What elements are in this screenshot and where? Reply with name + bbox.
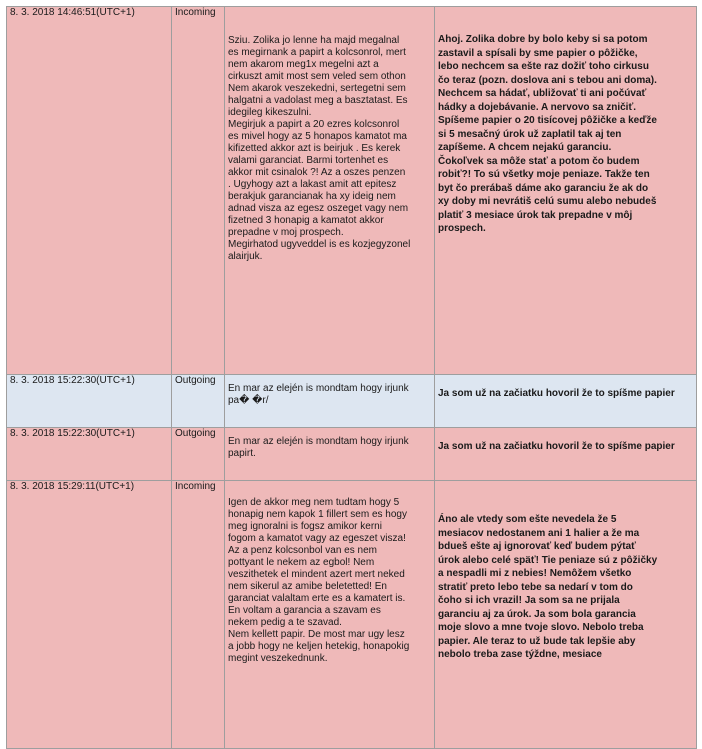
text-line: a nespadli mi z nebies! Nemôžem všetko xyxy=(438,568,632,579)
direction-cell: Incoming xyxy=(172,481,225,749)
message-row xyxy=(7,375,697,428)
text-line: a jobb hogy ne keljen hetekig, honapokig xyxy=(228,641,410,652)
text-line: prepadne v moj prospech. xyxy=(228,227,344,238)
direction-cell: Incoming xyxy=(172,7,225,375)
text-line: Čokoľvek sa môže stať a potom čo budem xyxy=(438,155,640,167)
text-line: mesiacov nedostanem ani 1 halier a že ma xyxy=(438,527,640,539)
direction-cell: Outgoing xyxy=(172,375,225,428)
text-line: En mar az elején is mondtam hogy irjunk xyxy=(228,436,409,447)
text-line: En voltam a garancia a szavam es xyxy=(228,605,381,616)
text-line: papirt. xyxy=(228,448,256,459)
text-line: stratiť preto lebo tebe sa nedarí v tom do xyxy=(438,581,633,593)
text-line: meg ignoralni is fogsz amikor kerni xyxy=(228,521,382,532)
text-line: nebolo treba zase týždne, mesiace xyxy=(438,649,602,660)
text-line: Ja som už na začiatku hovoril že to spíšme papier xyxy=(438,388,675,399)
text-line: pottyant le nekem az egbol! Nem xyxy=(228,557,375,568)
text-line: es megirnank a papirt a kolcsonrol, mert xyxy=(228,47,406,58)
text-line: zastavil a spísali by sme papier o pôžičke, xyxy=(438,47,638,59)
text-line: Spíšeme papier o 20 tisícovej pôžičke a keďže xyxy=(438,115,657,126)
translation-cell xyxy=(435,428,697,481)
direction-cell: Outgoing xyxy=(172,428,225,481)
timestamp-cell: 8. 3. 2018 15:29:11(UTC+1) xyxy=(7,481,172,749)
text-line: honapig nem kapok 1 fillert sem es hogy xyxy=(228,509,407,520)
text-line: čo teraz (pozn. doslova ani s tebou ani doma). xyxy=(438,74,657,86)
text-line: nekem pedig a te szavad. xyxy=(228,617,342,628)
translation-cell xyxy=(435,481,697,749)
text-line: Megirhatod ugyveddel is es kozjegyzonel xyxy=(228,239,411,250)
text-line: pa� �r/ xyxy=(228,395,269,406)
text-line: moje slovo a mne tvoje slovo. Nebolo treba xyxy=(438,622,644,633)
text-line: nem akarom meg1x megelni azt a xyxy=(228,59,379,70)
translation-cell xyxy=(435,7,697,375)
text-line: Ahoj. Zolika dobre by bolo keby si sa potom xyxy=(438,34,648,45)
original-text-cell xyxy=(225,428,435,481)
text-line: prospech. xyxy=(438,223,486,234)
text-line: lebo nechcem sa ešte raz dožiť toho cirkusu xyxy=(438,61,649,72)
text-line: megint veszekednunk. xyxy=(228,653,328,664)
text-line: Az a penz kolcsonbol van es nem xyxy=(228,545,377,556)
text-line: idegileg kikeszulni. xyxy=(228,107,312,118)
timestamp-cell: 8. 3. 2018 15:22:30(UTC+1) xyxy=(7,375,172,428)
text-line: alairjuk. xyxy=(228,251,263,262)
text-line: Áno ale vtedy som ešte nevedela že 5 xyxy=(438,514,617,525)
text-line: nem sikerul az amibe beletetted! En xyxy=(228,581,387,592)
text-line: es mivel hogy az 5 honapos kamatot ma xyxy=(228,131,407,142)
text-line: cirkuszt amit most sem veled sem othon xyxy=(228,71,406,82)
text-line: akkor mit csinalok ?! Az a oszes penzen xyxy=(228,167,406,178)
text-line: čoho si ich vrazil! Ja som sa ne prijala xyxy=(438,595,620,606)
message-row xyxy=(7,481,697,749)
text-line: En mar az elején is mondtam hogy irjunk xyxy=(228,383,409,394)
text-line: hádky a dojebávanie. A nervovo sa zničiť. xyxy=(438,101,637,113)
text-line: úrok alebo celé späť! Tie peniaze sú z pôžičky xyxy=(438,554,658,566)
text-line: Nem kellett papir. De most mar ugy lesz xyxy=(228,629,405,640)
message-row xyxy=(7,428,697,481)
text-line: xy doby mi nevrátiš celú sumu alebo nebudeš xyxy=(438,196,657,207)
original-text-cell xyxy=(225,481,435,749)
original-text-cell xyxy=(225,375,435,428)
text-line: fogom a kamatot vagy az egeszet visza! xyxy=(228,533,406,544)
text-line: fizetned 3 honapig a kamatot akkor xyxy=(228,215,384,226)
text-line: Megirjuk a papirt a 20 ezres kolcsonrol xyxy=(228,119,400,130)
text-line: platiť 3 mesiace úrok tak prepadne v môj xyxy=(438,209,633,221)
text-line: Nechcem sa hádať, ubližovať ti ani počúvať xyxy=(438,88,647,99)
text-line: zapíšeme. A chcem nejakú garanciu. xyxy=(438,142,612,153)
text-line: bdueš ešte aj ignorovať keď budem pýtať xyxy=(438,541,636,552)
text-line: valami garanciat. Barmi tortenhet es xyxy=(228,155,389,166)
text-line: . Ugyhogy azt a lakast amit att epitesz xyxy=(228,179,397,190)
text-line: kifizetted akkor azt is beirjuk . Es kerek xyxy=(228,143,401,154)
translation-cell xyxy=(435,375,697,428)
text-line: si 5 mesačný úrok už zaplatil tak aj ten xyxy=(438,128,622,140)
text-line: berakjuk garancianak ha xy ideig nem xyxy=(228,191,396,202)
text-line: halgatni a vadolast meg a basztatast. Es xyxy=(228,95,408,106)
original-text-cell xyxy=(225,7,435,375)
text-line: veszithetek el mindent azert mert neked xyxy=(228,569,405,580)
text-line: byt čo prerábaš dáme ako garanciu že ak do xyxy=(438,182,649,194)
text-line: Nem akarok veszekedni, sertegetni sem xyxy=(228,83,406,94)
message-table xyxy=(6,6,697,749)
text-line: robiť?! To sú všetky moje peniaze. Takže ten xyxy=(438,169,650,180)
text-line: Sziu. Zolika jo lenne ha majd megalnal xyxy=(228,35,400,46)
text-line: adnad visza az egesz oszeget vagy nem xyxy=(228,203,409,214)
text-line: papier. Ale teraz to už bude tak lepšie aby xyxy=(438,635,636,647)
timestamp-cell: 8. 3. 2018 15:22:30(UTC+1) xyxy=(7,428,172,481)
timestamp-cell: 8. 3. 2018 14:46:51(UTC+1) xyxy=(7,7,172,375)
text-line: garanciat valaltam erte es a kamatert is. xyxy=(228,593,406,604)
text-line: Igen de akkor meg nem tudtam hogy 5 xyxy=(228,497,400,508)
text-line: garanciu aj za úrok. Ja som bola garancia xyxy=(438,608,636,620)
message-row xyxy=(7,7,697,375)
text-line: Ja som už na začiatku hovoril že to spíšme papier xyxy=(438,441,675,452)
